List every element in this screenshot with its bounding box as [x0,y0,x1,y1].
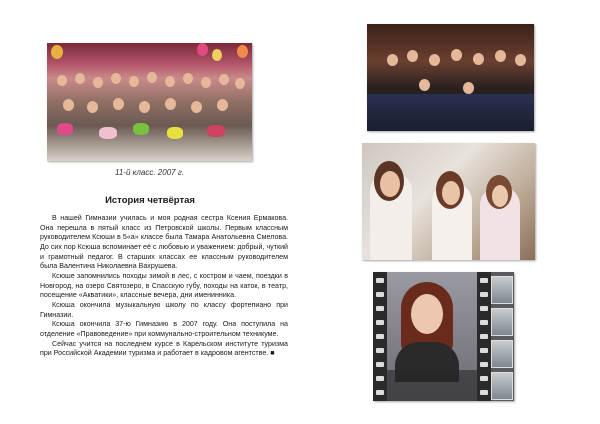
class-photo [47,43,252,161]
photo-caption: 11-й класс. 2007 г. [114,168,184,177]
paragraph: Ксюша окончила музыкальную школу по классу фортепиано при Гимназии. [40,300,288,319]
portrait-photo [373,272,514,401]
story-title: История четвёртая [105,195,195,206]
paragraph: Ксюша окончила 37-ю Гимназию в 2007 году. Она поступила на отделение «Правоведение» при коммунально-строительном техникуме. [40,320,288,338]
paragraph: Ксюше запомнились походы зимой в лес, с костром и чаем, поездки в Новгород, на озеро Святозеро, в Спасскую губу, походы на каток, в театр, посещение «Акватики», классные вечера, дни именинника. [40,271,288,300]
paragraph: Сейчас учится на последнем курсе в Карельском институте туризма при Российской Академии туризма и работает в кадровом агентстве. ■ [40,339,288,358]
story-body [40,214,288,359]
group-photo [367,24,534,131]
paragraph: В нашей Гимназии училась и моя родная сестра Ксения Ермакова. Она перешла в пятый класс из Петровской школы. Первым классным руководителем Ксюши в 5«а» классе была Тамара Анатольевна Смелова. До сих пор Ксюша вспоминает её с любовью и уважением: добрый, чуткий и грамотный педагог. В старших классах ее классным руководителем была Валентина Николаевна Вахрушева. [40,214,288,271]
girls-photo [362,143,535,260]
